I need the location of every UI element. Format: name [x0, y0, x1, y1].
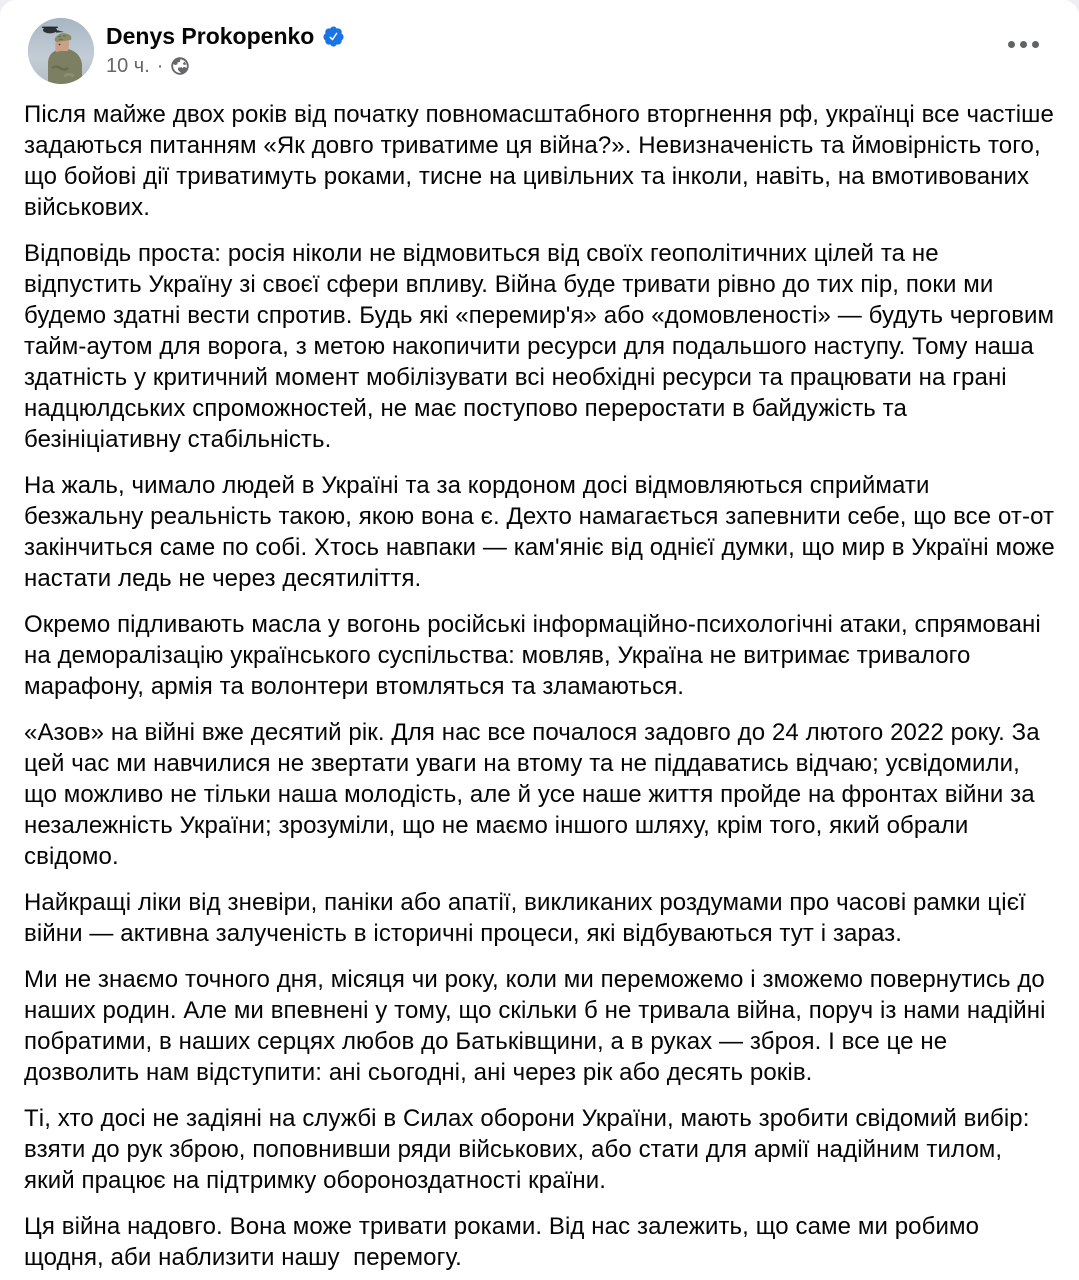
globe-icon — [170, 56, 190, 76]
more-options-button[interactable] — [997, 26, 1049, 62]
post-paragraph: Ми не знаємо точного дня, місяця чи року, коли ми переможемо і зможемо повернутись до наших родин. Але ми впевнені у тому, що скільки б не тривала війна, поруч із нами надійні побратими, в наших серцях любов до Батьківщини, а в руках — зброя. І все це не дозволить нам відступити: ані сьогодні, ані через рік або десять років. — [24, 966, 1053, 1086]
author-name[interactable]: Denys Prokopenko — [106, 23, 315, 49]
post-paragraph: На жаль, чимало людей в Україні та за кордоном досі відмовляються сприймати безжальну реальність такою, якою вона є. Дехто намагається запевнити себе, що все от-от закінчиться саме по собі. Хтось навпаки — кам'яніє від однієї думки, що мир в Україні може настати ледь не через десятиліття. — [24, 472, 1062, 592]
ellipsis-icon — [1020, 41, 1027, 48]
meta-separator: · — [156, 55, 164, 77]
header-info — [106, 18, 345, 78]
avatar[interactable] — [28, 18, 94, 84]
post-paragraph: «Азов» на війні вже десятий рік. Для нас все почалося задовго до 24 лютого 2022 року. За цей час ми навчилися не звертати уваги на втому та не піддаватись відчаю; усвідомили, що можливо не тільки наша молодість, але й усе наше життя пройде на фронтах війни за незалежність України; зрозуміли, що не маємо іншого шляху, крім того, який обрали свідомо. — [24, 719, 1047, 870]
post-header — [0, 0, 1079, 84]
post-paragraph: Ця війна надовго. Вона може тривати роками. Від нас залежить, що саме ми робимо щодня, аби наблизити нашу перемогу. — [24, 1213, 986, 1271]
verified-badge-icon — [322, 25, 345, 48]
avatar-photo — [28, 18, 94, 84]
post-meta — [106, 54, 345, 78]
post-paragraph: Відповідь проста: росія ніколи не відмовиться від своїх геополітичних цілей та не відпустить Україну зі своєї сфери впливу. Війна буде тривати рівно до тих пір, поки ми будемо здатні вести спротив. Будь які «перемир'я» або «домовленості» — будуть черговим тайм-аутом для ворога, з метою накопичити ресурси для подальшого наступу. Тому наша здатність у критичний момент мобілізувати всі необхідні ресурси та працювати на грані надцюлдських спроможностей, не має поступово переростати в байдужість та безініціативну стабільність. — [24, 240, 1061, 453]
post-paragraph: Ті, хто досі не задіяні на службі в Силах оборони України, мають зробити свідомий вибір: взяти до рук зброю, поповнивши ряди військових, або стати для армії надійним тилом, який працює на підтримку обороноздатності країни. — [24, 1105, 1037, 1194]
post-paragraph: Найкращі ліки від зневіри, паніки або апатії, викликаних роздумами про часові рамки цієї війни — активна залученість в історичні процеси, які відбуваються тут і зараз. — [24, 889, 1033, 947]
post-paragraph: Після майже двох років від початку повномасштабного вторгнення рф, українці все частіше задаються питанням «Як довго триватиме ця війна?». Невизначеність та ймовірність того, що бойові дії триватимуть роками, тисне на цивільних та інколи, навіть, на вмотивованих військових. — [24, 101, 1061, 221]
timestamp[interactable]: 10 ч. — [106, 55, 150, 77]
ellipsis-icon — [1008, 41, 1015, 48]
post-body — [0, 84, 1079, 1273]
ellipsis-icon — [1032, 41, 1039, 48]
post-paragraph: Окремо підливають масла у вогонь російські інформаційно-психологічні атаки, спрямовані на деморалізацію українського суспільства: мовляв, Україна не витримає тривалого марафону, армія та волонтери втомляться та зламаються. — [24, 611, 1048, 700]
